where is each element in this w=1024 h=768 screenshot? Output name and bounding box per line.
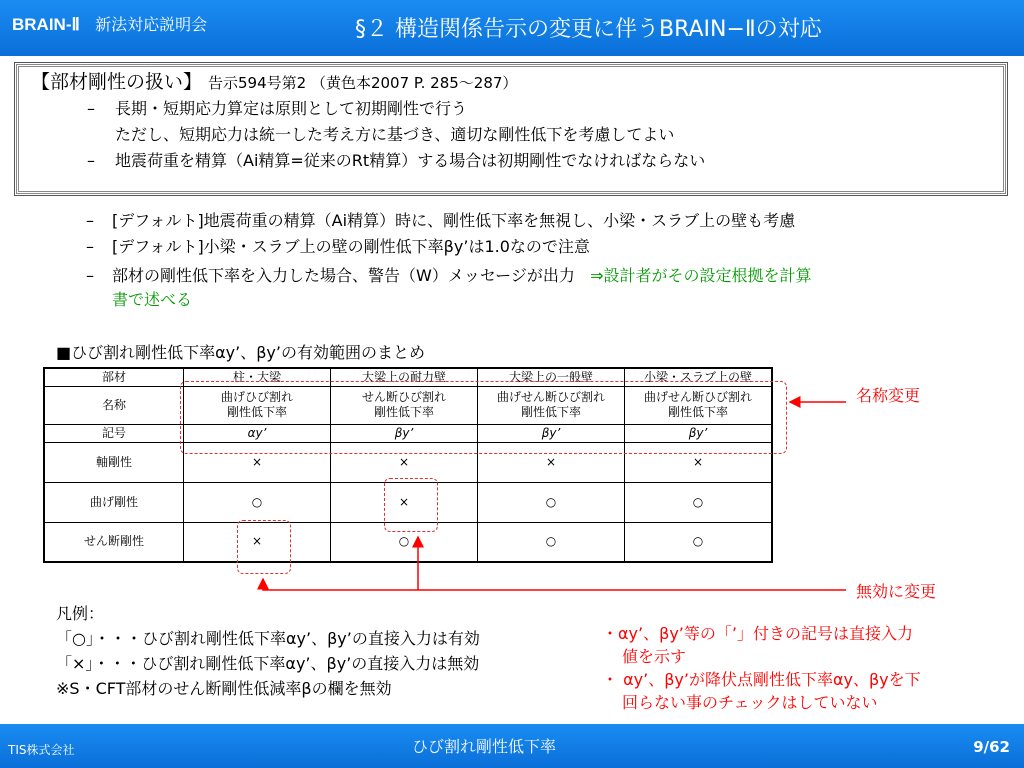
legend-title: 凡例： bbox=[56, 604, 105, 623]
table-cell: ○ bbox=[184, 482, 331, 522]
table-cell: βy’ bbox=[331, 424, 478, 442]
table-caption: ■ひび割れ剛性低下率αy’、βy’の有効範囲のまとめ bbox=[56, 343, 425, 362]
row-label: 軸剛性 bbox=[44, 442, 184, 482]
point-3-main: 部材の剛性低下率を入力した場合、警告（W）メッセージが出力 bbox=[112, 266, 575, 285]
disable-arrow-line bbox=[263, 579, 846, 590]
table-cell: ○ bbox=[478, 482, 625, 522]
note-line: 回らない事のチェックはしていない bbox=[622, 693, 878, 712]
footer-bar bbox=[0, 724, 1024, 768]
page-number: 9/62 bbox=[973, 738, 1010, 756]
box-heading: 【部材剛性の扱い】 bbox=[31, 71, 203, 93]
table-cell: × bbox=[331, 442, 478, 482]
notes bbox=[602, 622, 921, 714]
note-line: ・αy’、βy’等の「’」付きの記号は直接入力 bbox=[602, 624, 913, 643]
box-bullet-text: 長期・短期応力算定は原則として初期剛性で行う bbox=[115, 99, 468, 118]
table-cell: ○ bbox=[478, 522, 625, 562]
legend-item: ※S・CFT部材のせん断剛性低減率βの欄を無効 bbox=[56, 679, 392, 698]
cell-line: 剛性低下率 bbox=[373, 405, 434, 419]
table-cell: × bbox=[625, 442, 773, 482]
footer-title: ひび割れ剛性低下率 bbox=[412, 737, 557, 756]
legend bbox=[56, 601, 480, 701]
cell-line: 曲げひび割れ bbox=[220, 390, 293, 404]
cell-line: 曲げせん断ひび割れ bbox=[643, 390, 752, 404]
legend-item: 「×」・・・ひび割れ剛性低下率αy’、βy’の直接入力は無効 bbox=[56, 654, 480, 673]
box-bullet-text: 地震荷重を精算（Ai精算=従来のRt精算）する場合は初期剛性でなければならない bbox=[115, 151, 706, 170]
box-source: 告示594号第2 （黄色本2007 P. 285〜287） bbox=[208, 74, 518, 92]
table-header-cell: 大梁上の耐力壁 bbox=[331, 368, 478, 386]
point-1-text: [デフォルト]地震荷重の精算（Ai精算）時に、剛性低下率を無視し、小梁・スラブ上の壁も考慮 bbox=[112, 211, 796, 230]
legend-item: 「○」・・・ひび割れ剛性低下率αy’、βy’の直接入力は有効 bbox=[56, 629, 480, 648]
row-label: 記号 bbox=[44, 424, 184, 442]
dash-marker: – bbox=[87, 151, 95, 170]
brand-name: BRAIN-Ⅱ bbox=[12, 15, 80, 34]
rename-label: 名称変更 bbox=[856, 386, 921, 405]
table-cell: × bbox=[331, 482, 478, 522]
table-cell: × bbox=[184, 522, 331, 562]
table-cell: αy’ bbox=[184, 424, 331, 442]
row-label: せん断剛性 bbox=[44, 522, 184, 562]
box-bullet-text: ただし、短期応力は統一した考え方に基づき、適切な剛性低下を考慮してよい bbox=[115, 125, 675, 144]
table-header-cell: 柱・大梁 bbox=[184, 368, 331, 386]
table-cell: ○ bbox=[625, 522, 773, 562]
table-cell: βy’ bbox=[478, 424, 625, 442]
dash-marker: – bbox=[87, 99, 95, 118]
table-cell: ○ bbox=[331, 522, 478, 562]
table-header-cell: 部材 bbox=[44, 368, 184, 386]
row-label: 名称 bbox=[44, 386, 184, 424]
dash-marker: – bbox=[86, 237, 94, 256]
note-line: 値を示す bbox=[622, 647, 687, 666]
dash-marker: – bbox=[86, 266, 94, 285]
table-cell: ○ bbox=[625, 482, 773, 522]
point-3-continuation: 書で述べる bbox=[112, 290, 193, 309]
table-header-cell: 小梁・スラブ上の壁 bbox=[625, 368, 773, 386]
slide-title: §２ 構造関係告示の変更に伴うBRAIN−Ⅱの対応 bbox=[355, 17, 822, 42]
disable-label: 無効に変更 bbox=[856, 582, 937, 601]
table-cell: × bbox=[184, 442, 331, 482]
cell-line: 剛性低下率 bbox=[226, 405, 287, 419]
row-label: 曲げ剛性 bbox=[44, 482, 184, 522]
dash-marker: – bbox=[86, 211, 94, 230]
cell-line: せん断ひび割れ bbox=[361, 390, 446, 404]
point-3-highlight: ⇒設計者がその設定根拠を計算 bbox=[590, 266, 812, 285]
note-line: ・ αy’、βy’が降伏点剛性低下率αy、βyを下 bbox=[602, 670, 921, 689]
table-cell: × bbox=[478, 442, 625, 482]
header-subtitle: 新法対応説明会 bbox=[95, 15, 208, 34]
cell-line: 剛性低下率 bbox=[667, 405, 728, 419]
point-2-text: [デフォルト]小梁・スラブ上の壁の剛性低下率βy’は1.0なので注意 bbox=[112, 237, 590, 256]
table-header-cell: 大梁上の一般壁 bbox=[478, 368, 625, 386]
table-cell: βy’ bbox=[625, 424, 773, 442]
cell-line: 曲げせん断ひび割れ bbox=[496, 390, 605, 404]
footer-company: TIS株式会社 bbox=[8, 743, 75, 757]
cell-line: 剛性低下率 bbox=[520, 405, 581, 419]
